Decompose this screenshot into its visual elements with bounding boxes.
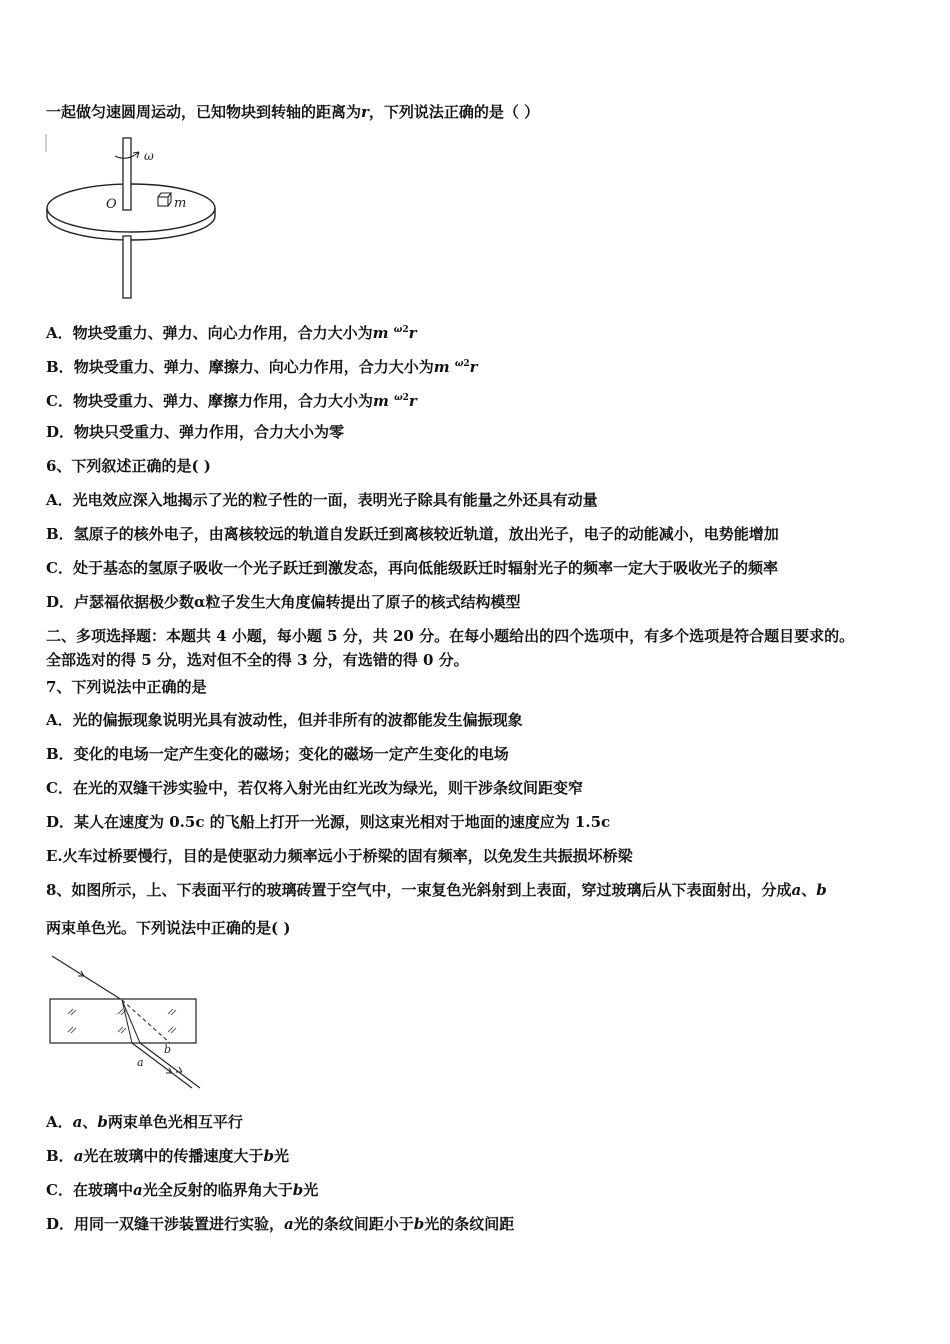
q6-option-d: D．卢瑟福依据极少数α粒子发生大角度偏转提出了原子的核式结构模型	[46, 593, 521, 611]
q5-stem-var: r	[361, 103, 369, 121]
ray-a-label: a	[137, 1056, 144, 1069]
q5-stem	[46, 102, 539, 122]
section2-line1: 二、多项选择题：本题共 4 小题，每小题 5 分，共 20 分。在每小题给出的四个选项中，有多个选项是符合题目要求的。	[46, 627, 855, 645]
rotating-disk-figure	[40, 130, 230, 302]
q5-option-c: C．物块受重力、弹力、摩擦力作用，合力大小为m $^{\omega 2}$r	[46, 392, 417, 410]
q8-stem-line1: 8、如图所示，上、下表面平行的玻璃砖置于空气中，一束复色光斜射到上表面，穿过玻璃后从下表面射出，分成a、b	[46, 881, 827, 899]
mass-label: m	[174, 196, 187, 211]
q5-option-a: A．物块受重力、弹力、向心力作用，合力大小为m $^{\omega 2}$r	[46, 324, 417, 342]
omega-label: ω	[144, 149, 154, 163]
q8-option-d: D．用同一双缝干涉装置进行实验，a光的条纹间距小于b光的条纹间距	[46, 1215, 515, 1233]
q7-stem: 7、下列说法中正确的是	[46, 678, 207, 696]
q7-option-d: D．某人在速度为 0.5c 的飞船上打开一光源，则这束光相对于地面的速度应为 1.5c	[46, 813, 611, 831]
q5-option-d: D．物块只受重力、弹力作用，合力大小为零	[46, 423, 345, 441]
q8-option-c: C．在玻璃中a光全反射的临界角大于b光	[46, 1181, 319, 1199]
ray-b-label: b	[164, 1043, 172, 1056]
q7-option-c: C．在光的双缝干涉实验中，若仅将入射光由红光改为绿光，则干涉条纹间距变窄	[46, 779, 583, 797]
q5-stem-text: 一起做匀速圆周运动，已知物块到转轴的距离为	[46, 103, 362, 121]
origin-label: O	[106, 197, 117, 212]
section2-line2: 全部选对的得 5 分，选对但不全的得 3 分，有选错的得 0 分。	[46, 651, 469, 669]
q7-option-b: B．变化的电场一定产生变化的磁场；变化的磁场一定产生变化的电场	[46, 745, 509, 763]
q7-option-e: E.火车过桥要慢行，目的是使驱动力频率远小于桥梁的固有频率，以免发生共振损坏桥梁	[46, 847, 633, 865]
q5-option-b: B．物块受重力、弹力、摩擦力、向心力作用，合力大小为m $^{\omega 2}$r	[46, 358, 478, 376]
q8-stem-line2: 两束单色光。下列说法中正确的是( )	[46, 919, 291, 937]
glass-slab-figure	[40, 948, 220, 1093]
q6-stem: 6、下列叙述正确的是( )	[46, 457, 211, 475]
q6-option-b: B．氢原子的核外电子，由离核较远的轨道自发跃迁到离核较近轨道，放出光子，电子的动能减小，电势能增加	[46, 525, 779, 543]
q5-stem-end: ，下列说法正确的是（ ）	[368, 103, 540, 121]
q6-option-c: C．处于基态的氢原子吸收一个光子跃迁到激发态，再向低能级跃迁时辐射光子的频率一定大于吸收光子的频率	[46, 559, 778, 577]
q8-option-b: B．a光在玻璃中的传播速度大于b光	[46, 1147, 289, 1165]
q6-option-a: A．光电效应深入地揭示了光的粒子性的一面，表明光子除具有能量之外还具有动量	[46, 491, 598, 509]
q7-option-a: A．光的偏振现象说明光具有波动性，但并非所有的波都能发生偏振现象	[46, 711, 523, 729]
q8-option-a: A．a、b两束单色光相互平行	[46, 1113, 243, 1131]
